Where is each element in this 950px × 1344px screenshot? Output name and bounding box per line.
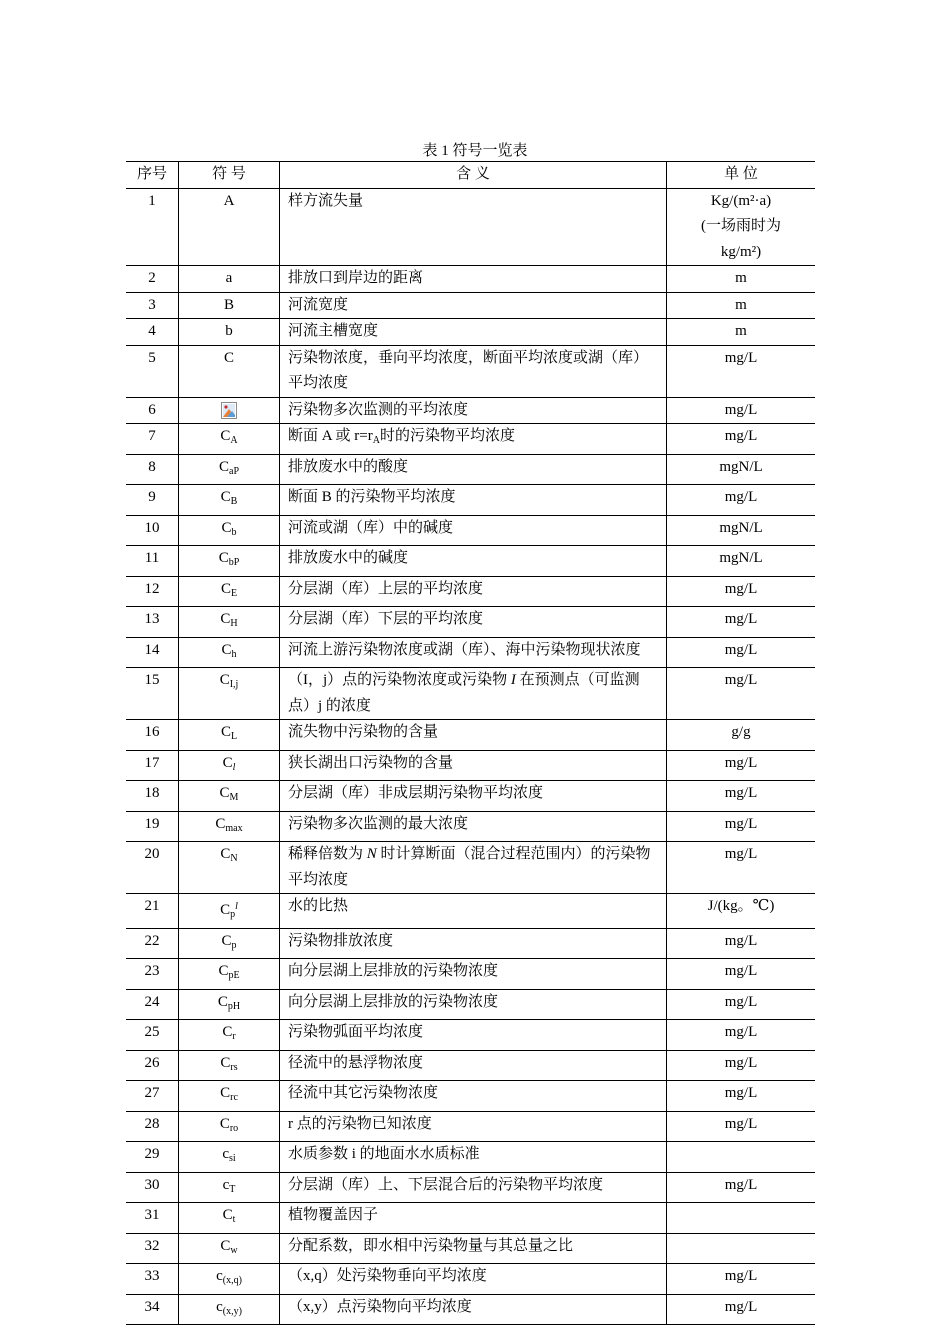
symbol-base: C <box>220 724 231 740</box>
symbol-base: C <box>220 580 231 597</box>
row-number: 7 <box>126 424 179 455</box>
row-meaning: 河流上游污染物浓度或湖（库）、海中污染物现状浓度 <box>280 637 667 668</box>
row-meaning: 污染物浓度，垂向平均浓度，断面平均浓度或湖（库）平均浓度 <box>280 345 667 397</box>
row-unit: mg/L <box>667 989 816 1020</box>
symbol-subscript: p <box>230 909 236 920</box>
table-row <box>126 397 815 424</box>
table-row <box>126 959 815 990</box>
row-unit: m <box>667 266 816 293</box>
symbol-base: a <box>225 270 233 286</box>
header-meaning: 含 义 <box>280 162 667 189</box>
row-symbol <box>179 266 280 293</box>
row-unit: mg/L <box>667 1020 816 1051</box>
meaning-part: 时计算断面（混合过程范围内）的污染物平均浓度 <box>288 846 651 888</box>
row-meaning: 分层湖（库）上、下层混合后的污染物平均浓度 <box>280 1172 667 1203</box>
row-symbol <box>179 1050 280 1081</box>
row-symbol <box>179 292 280 319</box>
symbol-base: C <box>220 1054 231 1071</box>
table-row <box>126 637 815 668</box>
table-row <box>126 1111 815 1142</box>
row-meaning: 流失物中污染物的含量 <box>280 720 667 751</box>
symbol-base: C <box>220 846 231 862</box>
row-unit: mg/L <box>667 842 816 894</box>
symbol-base: C <box>218 458 229 475</box>
table-row <box>126 811 815 842</box>
table-row <box>126 345 815 397</box>
row-unit: mg/L <box>667 928 816 959</box>
meaning-part: （I，j）点的污染物浓度或污染物 <box>288 672 511 688</box>
row-unit: m <box>667 292 816 319</box>
symbol-base: B <box>223 296 234 313</box>
header-symbol: 符 号 <box>179 162 280 189</box>
row-number: 6 <box>126 397 179 424</box>
row-unit: mg/L <box>667 485 816 516</box>
row-meaning: 分层湖（库）上层的平均浓度 <box>280 576 667 607</box>
broken-image-icon <box>221 402 237 419</box>
meaning-part: A <box>372 435 380 446</box>
symbol-superscript: l <box>235 901 238 912</box>
row-number: 14 <box>126 637 179 668</box>
row-meaning: 向分层湖上层排放的污染物浓度 <box>280 989 667 1020</box>
row-number: 20 <box>126 842 179 894</box>
row-number: 9 <box>126 485 179 516</box>
table-row <box>126 188 815 266</box>
row-symbol <box>179 1294 280 1325</box>
row-meaning <box>280 668 667 720</box>
table-row <box>126 781 815 812</box>
row-number: 1 <box>126 188 179 266</box>
row-number: 24 <box>126 989 179 1020</box>
row-symbol <box>179 345 280 397</box>
row-unit: mg/L <box>667 607 816 638</box>
row-symbol <box>179 424 280 455</box>
table-caption: 表 1 符号一览表 <box>422 143 528 159</box>
row-unit: mg/L <box>667 668 816 720</box>
table-row <box>126 454 815 485</box>
row-number: 5 <box>126 345 179 397</box>
symbol-subscript: I,j <box>229 679 239 690</box>
table-row <box>126 1142 815 1173</box>
header-unit: 单 位 <box>667 162 816 189</box>
row-number: 8 <box>126 454 179 485</box>
table-row <box>126 1203 815 1234</box>
row-unit: mg/L <box>667 1264 816 1295</box>
row-number: 34 <box>126 1294 179 1325</box>
row-meaning: 样方流失量 <box>280 188 667 266</box>
row-symbol <box>179 842 280 894</box>
meaning-part: 在预测点（可监测点）j 的浓度 <box>288 672 640 714</box>
symbol-base: C <box>222 754 233 771</box>
row-number: 15 <box>126 668 179 720</box>
row-meaning: 径流中其它污染物浓度 <box>280 1081 667 1112</box>
table-row <box>126 319 815 346</box>
row-symbol <box>179 576 280 607</box>
table-row <box>126 1294 815 1325</box>
symbol-base: C <box>218 963 229 979</box>
row-symbol <box>179 1264 280 1295</box>
symbol-base: C <box>222 1024 233 1040</box>
row-number: 16 <box>126 720 179 751</box>
meaning-part: 断面 A 或 r=r <box>288 428 373 444</box>
meaning-part: I <box>510 672 516 688</box>
table-row <box>126 607 815 638</box>
symbol-base: C <box>219 1115 230 1132</box>
row-meaning: 分层湖（库）非成层期污染物平均浓度 <box>280 781 667 812</box>
table-row <box>126 485 815 516</box>
row-symbol <box>179 397 280 424</box>
row-meaning: 径流中的悬浮物浓度 <box>280 1050 667 1081</box>
row-unit: mg/L <box>667 345 816 397</box>
row-unit: mg/L <box>667 576 816 607</box>
row-number: 31 <box>126 1203 179 1234</box>
symbol-base: c <box>222 1146 229 1162</box>
row-symbol <box>179 720 280 751</box>
table-row <box>126 292 815 319</box>
row-unit: mg/L <box>667 1111 816 1142</box>
row-meaning: 排放废水中的酸度 <box>280 454 667 485</box>
row-meaning: 分配系数，即水相中污染物量与其总量之比 <box>280 1233 667 1264</box>
row-unit: mg/L <box>667 750 816 781</box>
row-meaning: 排放口到岸边的距离 <box>280 266 667 293</box>
row-unit: mg/L <box>667 1172 816 1203</box>
symbol-base: C <box>220 489 231 505</box>
row-number: 28 <box>126 1111 179 1142</box>
row-unit: mgN/L <box>667 515 816 546</box>
table-row <box>126 266 815 293</box>
row-meaning <box>280 842 667 894</box>
unit-line: kg/m²) <box>720 243 762 260</box>
row-number: 2 <box>126 266 179 293</box>
symbol-subscript: T <box>229 1183 236 1195</box>
row-number: 29 <box>126 1142 179 1173</box>
row-number: 33 <box>126 1264 179 1295</box>
table-row <box>126 1264 815 1295</box>
row-symbol <box>179 1020 280 1051</box>
symbol-base: C <box>219 785 230 801</box>
meaning-part: 时的污染物平均浓度 <box>379 428 515 444</box>
row-number: 32 <box>126 1233 179 1264</box>
symbol-base: C <box>221 932 232 949</box>
row-symbol <box>179 668 280 720</box>
row-symbol <box>179 1111 280 1142</box>
row-meaning: 污染物排放浓度 <box>280 928 667 959</box>
row-meaning: 植物覆盖因子 <box>280 1203 667 1234</box>
row-meaning: （x,q）处污染物垂向平均浓度 <box>280 1264 667 1295</box>
row-symbol <box>179 1172 280 1203</box>
symbol-subscript: ro <box>229 1122 239 1134</box>
table-row <box>126 1020 815 1051</box>
unit-line: Kg/(m²·a) <box>710 192 772 209</box>
symbol-subscript: M <box>229 792 239 803</box>
row-number: 19 <box>126 811 179 842</box>
table-row <box>126 989 815 1020</box>
row-number: 22 <box>126 928 179 959</box>
row-meaning: （x,y）点污染物向平均浓度 <box>280 1294 667 1325</box>
row-unit <box>667 1142 816 1173</box>
symbol-base: C <box>219 672 230 688</box>
row-number: 30 <box>126 1172 179 1203</box>
row-unit: mg/L <box>667 1050 816 1081</box>
symbol-subscript: pH <box>227 1000 241 1012</box>
meaning-part: N <box>366 846 377 862</box>
symbol-subscript: p <box>231 939 237 951</box>
table-row <box>126 928 815 959</box>
symbol-subscript: w <box>230 1244 238 1256</box>
row-unit: mg/L <box>667 1081 816 1112</box>
symbol-subscript: (x,y) <box>222 1305 242 1317</box>
row-meaning: 水的比热 <box>280 894 667 929</box>
symbol-base: C <box>220 1237 231 1254</box>
meaning-part: 稀释倍数为 <box>288 846 367 862</box>
table-row <box>126 1233 815 1264</box>
symbol-subscript: r <box>232 1031 236 1042</box>
symbol-subscript: B <box>230 496 238 507</box>
row-number: 4 <box>126 319 179 346</box>
row-unit: mg/L <box>667 959 816 990</box>
row-meaning: 河流主槽宽度 <box>280 319 667 346</box>
row-symbol <box>179 319 280 346</box>
row-symbol <box>179 1081 280 1112</box>
symbol-subscript: rc <box>230 1092 238 1103</box>
row-meaning: r 点的污染物已知浓度 <box>280 1111 667 1142</box>
row-unit: m <box>667 319 816 346</box>
symbol-subscript: pE <box>228 970 240 981</box>
row-number: 21 <box>126 894 179 929</box>
row-symbol <box>179 1233 280 1264</box>
row-unit: mg/L <box>667 781 816 812</box>
symbol-base: c <box>222 1176 230 1193</box>
row-symbol <box>179 928 280 959</box>
row-meaning: 分层湖（库）下层的平均浓度 <box>280 607 667 638</box>
row-meaning: 污染物弧面平均浓度 <box>280 1020 667 1051</box>
row-number: 18 <box>126 781 179 812</box>
symbol-base: C <box>221 519 232 536</box>
row-unit: mg/L <box>667 1294 816 1325</box>
table-header-row <box>126 162 815 189</box>
table-row <box>126 894 815 929</box>
row-unit <box>667 188 816 266</box>
symbol-subscript: rs <box>230 1061 238 1073</box>
row-number: 11 <box>126 546 179 577</box>
symbol-base: C <box>221 641 232 658</box>
symbol-subscript: aP <box>229 465 239 477</box>
row-meaning: 污染物多次监测的平均浓度 <box>280 397 667 424</box>
table-body <box>126 188 815 1325</box>
row-symbol <box>179 811 280 842</box>
symbol-base: C <box>218 550 229 566</box>
row-symbol <box>179 894 280 929</box>
row-meaning <box>280 424 667 455</box>
symbol-subscript: si <box>229 1153 236 1164</box>
row-unit: mgN/L <box>667 546 816 577</box>
symbol-base: C <box>220 902 231 918</box>
symbol-subscript: b <box>231 526 237 538</box>
row-meaning: 排放废水中的碱度 <box>280 546 667 577</box>
symbol-subscript: t <box>232 1214 236 1225</box>
symbol-base: C <box>220 611 231 627</box>
row-symbol <box>179 781 280 812</box>
table-row <box>126 546 815 577</box>
symbol-base: c <box>216 1298 223 1315</box>
row-symbol <box>179 989 280 1020</box>
row-number: 25 <box>126 1020 179 1051</box>
symbol-base: b <box>225 323 233 339</box>
row-unit: mg/L <box>667 637 816 668</box>
table-row <box>126 842 815 894</box>
symbol-base: C <box>222 1207 233 1223</box>
row-unit: g/g <box>667 720 816 751</box>
row-symbol <box>179 607 280 638</box>
row-unit: mg/L <box>667 811 816 842</box>
table-row <box>126 1081 815 1112</box>
table-row <box>126 424 815 455</box>
row-number: 23 <box>126 959 179 990</box>
row-symbol <box>179 1142 280 1173</box>
row-meaning: 河流宽度 <box>280 292 667 319</box>
row-symbol <box>179 515 280 546</box>
symbol-base: C <box>215 815 226 832</box>
row-unit <box>667 1203 816 1234</box>
table-row <box>126 576 815 607</box>
table-row <box>126 720 815 751</box>
row-meaning: 污染物多次监测的最大浓度 <box>280 811 667 842</box>
row-unit: J/(kg。℃) <box>667 894 816 929</box>
row-symbol <box>179 750 280 781</box>
symbol-subscript: E <box>230 587 238 599</box>
row-meaning: 河流或湖（库）中的碱度 <box>280 515 667 546</box>
symbol-table <box>126 161 815 1325</box>
row-number: 13 <box>126 607 179 638</box>
row-meaning: 向分层湖上层排放的污染物浓度 <box>280 959 667 990</box>
row-number: 10 <box>126 515 179 546</box>
row-symbol <box>179 959 280 990</box>
table-row <box>126 668 815 720</box>
row-symbol <box>179 637 280 668</box>
row-meaning: 水质参数 i 的地面水水质标准 <box>280 1142 667 1173</box>
symbol-base: C <box>220 1085 231 1101</box>
row-symbol <box>179 546 280 577</box>
header-no: 序号 <box>126 162 179 189</box>
symbol-subscript: L <box>230 731 238 742</box>
row-unit <box>667 1233 816 1264</box>
table-row <box>126 515 815 546</box>
row-meaning: 断面 B 的污染物平均浓度 <box>280 485 667 516</box>
unit-line: (一场雨时为 <box>701 218 781 234</box>
symbol-subscript: bP <box>228 557 240 568</box>
symbol-base: C <box>223 349 234 366</box>
symbol-base: A <box>223 192 235 209</box>
row-symbol <box>179 485 280 516</box>
row-meaning: 狭长湖出口污染物的含量 <box>280 750 667 781</box>
symbol-subscript: max <box>225 822 243 834</box>
row-symbol <box>179 454 280 485</box>
symbol-base: C <box>217 993 228 1010</box>
symbol-subscript: l <box>232 761 236 773</box>
symbol-subscript: h <box>231 648 237 660</box>
table-row <box>126 750 815 781</box>
row-number: 26 <box>126 1050 179 1081</box>
symbol-base: c <box>216 1268 223 1284</box>
symbol-subscript: (x,q) <box>222 1275 242 1286</box>
row-symbol <box>179 188 280 266</box>
row-symbol <box>179 1203 280 1234</box>
row-number: 12 <box>126 576 179 607</box>
row-unit: mgN/L <box>667 454 816 485</box>
row-unit: mg/L <box>667 397 816 424</box>
row-number: 17 <box>126 750 179 781</box>
row-number: 3 <box>126 292 179 319</box>
symbol-subscript: N <box>230 853 238 864</box>
symbol-subscript: A <box>230 435 238 446</box>
row-number: 27 <box>126 1081 179 1112</box>
table-row <box>126 1172 815 1203</box>
symbol-subscript: H <box>230 618 238 629</box>
table-row <box>126 1050 815 1081</box>
symbol-base: C <box>220 428 231 444</box>
row-unit: mg/L <box>667 424 816 455</box>
